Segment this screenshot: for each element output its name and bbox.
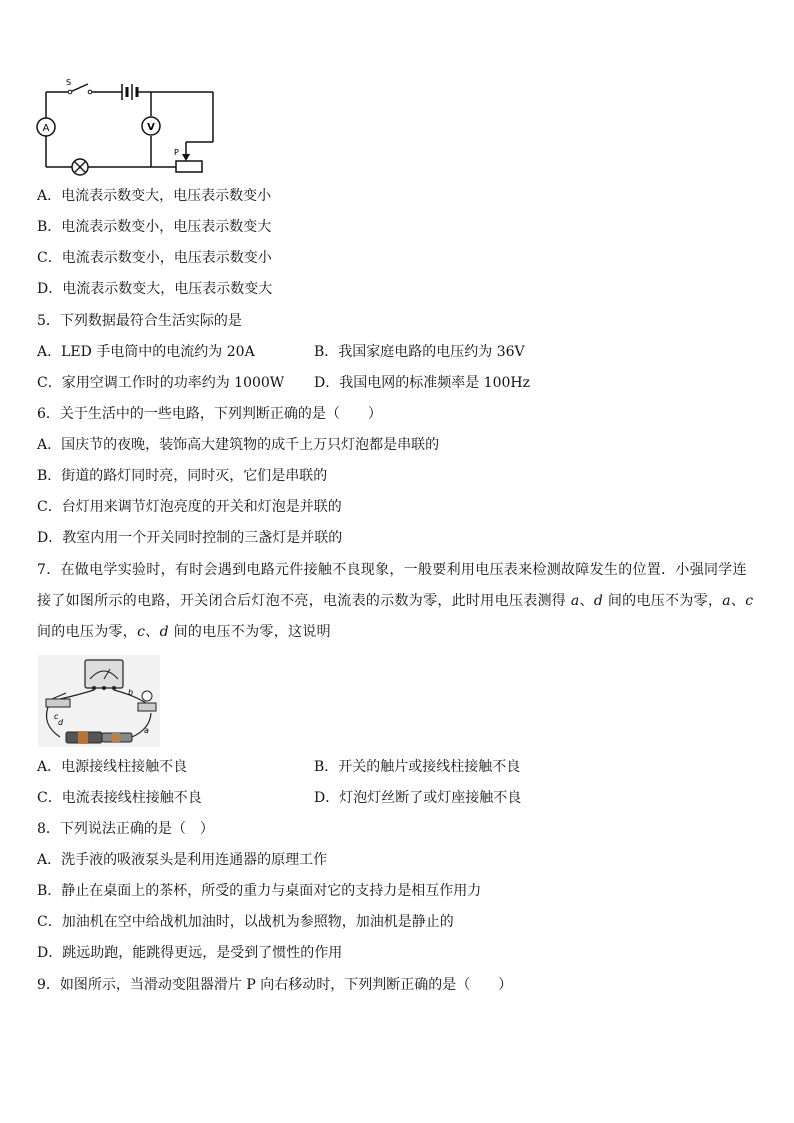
q7-option-c: C．电流表接线柱接触不良 xyxy=(37,790,202,806)
q6-option-a: A．国庆节的夜晚，装饰高大建筑物的成千上万只灯泡都是串联的 xyxy=(37,437,440,453)
switch-label: S xyxy=(66,78,72,87)
svg-text:b: b xyxy=(128,688,134,697)
q7-option-d: D．灯泡灯丝断了或灯座接触不良 xyxy=(314,790,522,806)
q7-stem: 7．在做电学实验时，有时会遇到电路元件接触不良现象，一般要利用电压表来检测故障发生的位置．小强同学连接了如图所示的电路，开关闭合后灯泡不亮，电流表的示数为零，此时用电压表测得 a、d 间的电压不为零，a、c 间的电压为零，c、d 间的电压不为零，这说明 xyxy=(37,562,754,640)
q4-option-d: D．电流表示数变大，电压表示数变大 xyxy=(37,281,273,297)
q4-option-c: C．电流表示数变小，电压表示数变小 xyxy=(37,250,272,266)
q4-option-b: B．电流表示数变小，电压表示数变大 xyxy=(37,219,272,235)
svg-text:a: a xyxy=(144,726,149,735)
q5-option-a: A．LED 手电筒中的电流约为 20A xyxy=(37,344,255,360)
circuit-photo-q7 xyxy=(38,655,160,747)
q5-option-c: C．家用空调工作时的功率约为 1000W xyxy=(37,375,285,391)
svg-text:V: V xyxy=(147,122,155,133)
q6-option-c: C．台灯用来调节灯泡亮度的开关和灯泡是并联的 xyxy=(37,499,342,515)
q7-option-a: A．电源接线柱接触不良 xyxy=(37,759,188,775)
q8-option-c: C．加油机在空中给战机加油时，以战机为参照物，加油机是静止的 xyxy=(37,914,454,930)
q8-option-b: B．静止在桌面上的茶杯，所受的重力与桌面对它的支持力是相互作用力 xyxy=(37,883,482,899)
q7-option-b: B．开关的触片或接线柱接触不良 xyxy=(314,759,521,775)
q6-option-d: D．教室内用一个开关同时控制的三盏灯是并联的 xyxy=(37,530,343,546)
svg-text:c: c xyxy=(54,712,59,721)
svg-text:d: d xyxy=(58,718,64,727)
circuit-diagram-q4 xyxy=(30,76,230,176)
slider-label: P xyxy=(174,148,179,157)
q8-option-a: A．洗手液的吸液泵头是利用连通器的原理工作 xyxy=(37,852,328,868)
q8-option-d: D．跳远助跑，能跳得更远，是受到了惯性的作用 xyxy=(37,945,343,961)
svg-text:A: A xyxy=(42,123,50,134)
q6-stem: 6．关于生活中的一些电路，下列判断正确的是（ ） xyxy=(37,406,382,422)
q5-stem: 5．下列数据最符合生活实际的是 xyxy=(37,313,242,329)
q5-option-d: D．我国电网的标准频率是 100Hz xyxy=(314,375,530,391)
q5-option-b: B．我国家庭电路的电压约为 36V xyxy=(314,344,525,360)
q9-stem: 9．如图所示，当滑动变阻器滑片 P 向右移动时，下列判断正确的是（ ） xyxy=(37,977,513,993)
q6-option-b: B．街道的路灯同时亮，同时灭，它们是串联的 xyxy=(37,468,328,484)
q4-option-a: A．电流表示数变大，电压表示数变小 xyxy=(37,188,272,204)
q8-stem: 8．下列说法正确的是（ ） xyxy=(37,821,214,837)
